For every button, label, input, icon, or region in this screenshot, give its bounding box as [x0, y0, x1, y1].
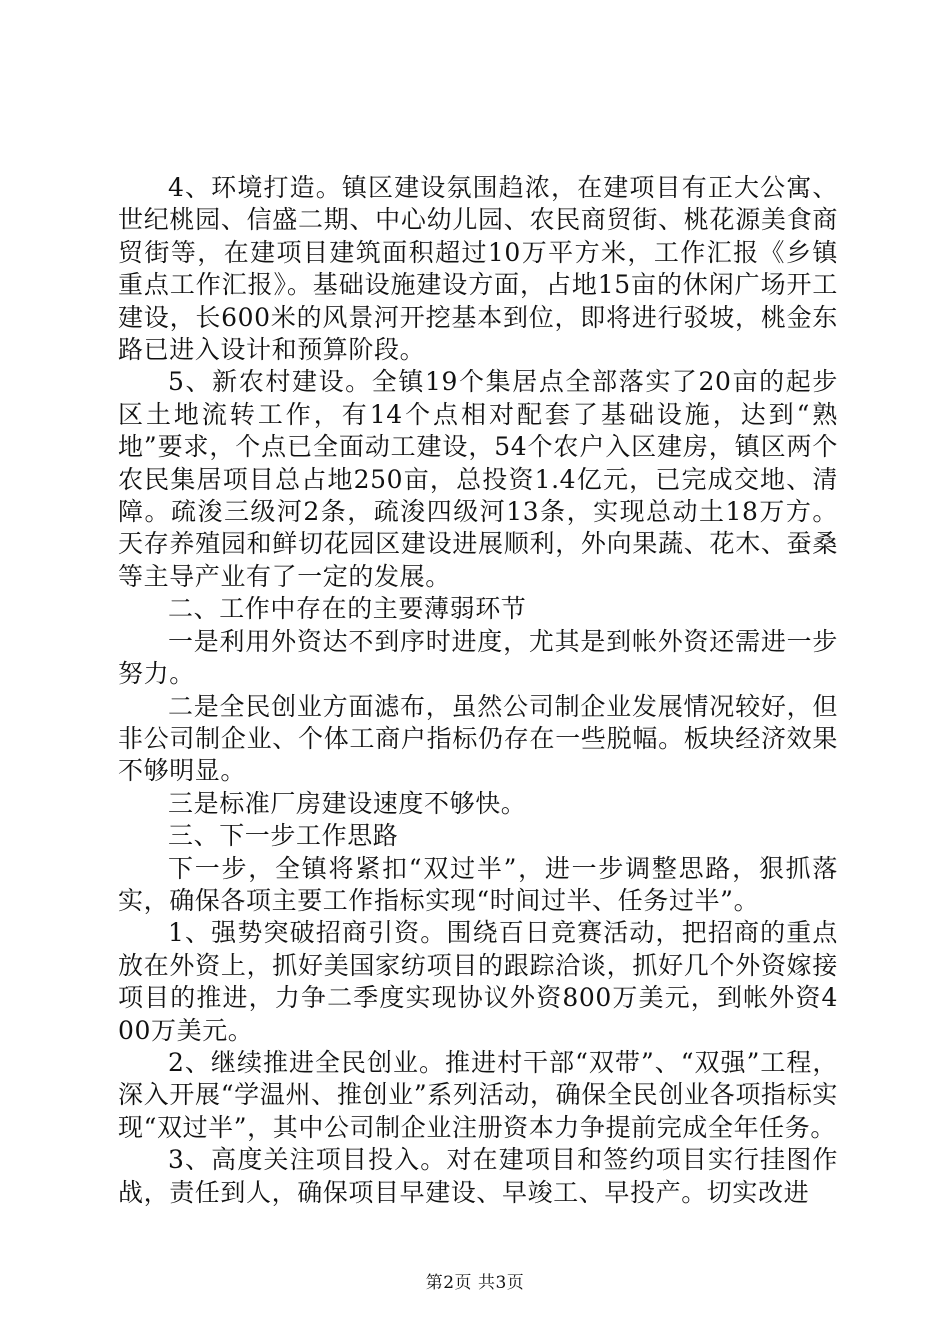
paragraph-new-countryside: 5、新农村建设。全镇19个集居点全部落实了20亩的起步区土地流转工作，有14个点相对配套了基础设施，达到“熟地”要求，个点已全面动工建设，54个农户入区建房，镇区两个农民集居项目总占地250亩，总投资1.4亿元，已完成交地、清障。疏浚三级河2条，疏浚四级河13条，实现总动土18万方。天存养殖园和鲜切花园区建设进展顺利，外向果蔬、花木、蚕桑等主导产业有了一定的发展。: [118, 367, 838, 591]
section-heading-next-steps: 三、下一步工作思路: [168, 821, 399, 851]
page-footer: 第2页 共3页: [425, 1273, 525, 1293]
paragraph-weakness-3: 三是标准厂房建设速度不够快。: [168, 788, 527, 818]
section-heading-weaknesses: 二、工作中存在的主要薄弱环节: [168, 594, 527, 624]
document-body: [118, 172, 838, 1209]
paragraph-projects: 3、高度关注项目投入。对在建项目和签约项目实行挂图作战，责任到人，确保项目早建设、早竣工、早投产。切实改进: [118, 1145, 838, 1207]
paragraph-entrepreneurship: 2、继续推进全民创业。推进村干部“双带”、“双强”工程，深入开展“学温州、推创业”系列活动，确保全民创业各项指标实现“双过半”，其中公司制企业注册资本力争提前完成全年任务。: [118, 1047, 838, 1142]
paragraph-weakness-1: 一是利用外资达不到序时进度，尤其是到帐外资还需进一步努力。: [118, 626, 838, 689]
paragraph-investment: 1、强势突破招商引资。围绕百日竞赛活动，把招商的重点放在外资上，抓好美国家纺项目的跟踪洽谈，抓好几个外资嫁接项目的推进，力争二季度实现协议外资800万美元，到帐外资400万美元。: [118, 918, 838, 1045]
paragraph-weakness-2: 二是全民创业方面滤布，虽然公司制企业发展情况较好，但非公司制企业、个体工商户指标仍存在一些脱幅。板块经济效果不够明显。: [118, 691, 838, 786]
paragraph-environment: 4、环境打造。镇区建设氛围趋浓，在建项目有正大公寓、世纪桃园、信盛二期、中心幼儿园、农民商贸街、桃花源美食商贸街等，在建项目建筑面积超过10万平方米，工作汇报《乡镇重点工作汇报》。基础设施建设方面，占地15亩的休闲广场开工建设，长600米的风景河开挖基本到位，即将进行驳坡，桃金东路已进入设计和预算阶段。: [118, 173, 838, 365]
paragraph-next-steps-intro: 下一步，全镇将紧扣“双过半”，进一步调整思路，狠抓落实，确保各项主要工作指标实现“时间过半、任务过半”。: [118, 853, 838, 915]
